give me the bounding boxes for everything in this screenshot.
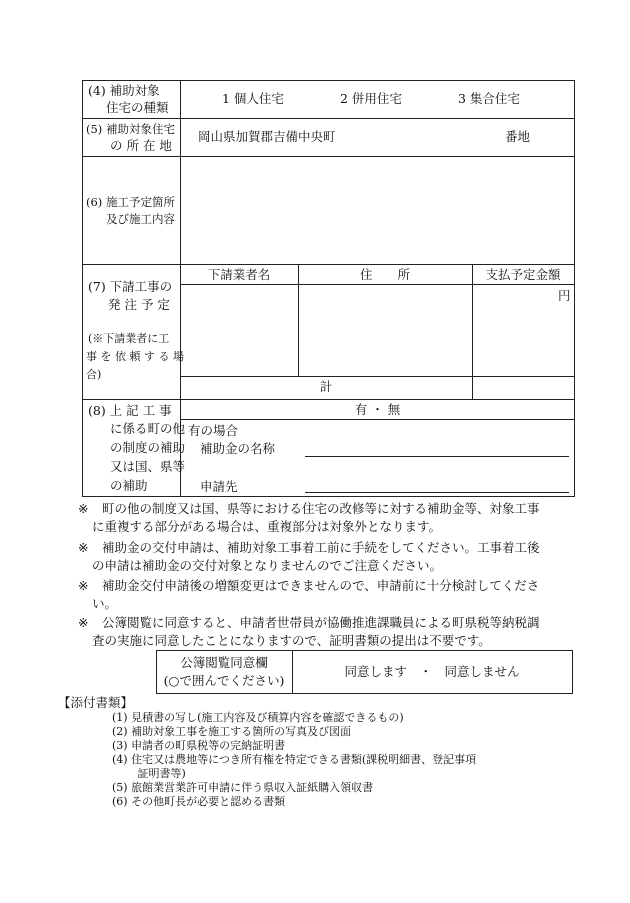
row6-label-line2: 及び施工内容	[106, 212, 175, 226]
note-3-line2: い。	[92, 596, 118, 611]
note-1-line2: に重複する部分がある場合は、重複部分は対象外となります。	[92, 519, 442, 534]
subcontract-col-divider	[472, 264, 473, 399]
row7-note-line3: 合)	[86, 368, 102, 381]
consent-border-bottom	[156, 693, 573, 694]
row8-label-line3: の制度の補助	[110, 440, 186, 455]
address-input-area[interactable]	[340, 124, 500, 150]
header-subcontractor-name: 下請業者名	[207, 267, 271, 282]
attachment-item: (3) 申請者の町県税等の完納証明書	[112, 739, 286, 752]
consent-border-right	[572, 650, 573, 694]
total-label: 計	[319, 379, 333, 394]
row4-label-line2: 住宅の種類	[106, 100, 169, 115]
row-divider	[82, 118, 575, 119]
consent-title: 公簿閲覧同意欄	[180, 655, 268, 670]
row7-note-line1: (※下請業者に工	[88, 332, 170, 345]
table-border-left	[82, 80, 83, 497]
housing-type-option-2[interactable]: 2 併用住宅	[340, 91, 402, 106]
address-banchi: 番地	[505, 129, 531, 144]
note-2-line2: の申請は補助金の交付対象となりませんのでご注意ください。	[92, 558, 443, 573]
row5-label-line2: の 所 在 地	[110, 138, 172, 153]
note-1-line1: 町の他の制度又は国、県等における住宅の改修等に対する補助金等、対象工事	[102, 501, 540, 516]
row5-label-line1: (5) 補助対象住宅	[86, 122, 175, 136]
subsidy-name-label: 補助金の名称	[200, 441, 276, 456]
note-mark: ※	[78, 578, 89, 593]
housing-type-option-1[interactable]: 1 個人住宅	[222, 91, 284, 106]
subsidy-choice-divider	[180, 419, 575, 420]
apply-to-label: 申請先	[200, 479, 238, 494]
row-divider	[82, 156, 575, 157]
row-divider	[82, 264, 575, 265]
row-divider	[82, 399, 575, 400]
subsidy-name-underline[interactable]	[305, 456, 569, 457]
subcontractor-address-input[interactable]	[300, 286, 470, 374]
consent-options[interactable]: 同意します ・ 同意しません	[344, 664, 520, 679]
note-mark: ※	[78, 540, 89, 555]
if-yes-label: 有の場合	[188, 423, 239, 438]
row7-label-line2: 発 注 予 定	[108, 297, 170, 312]
note-mark: ※	[78, 615, 89, 630]
header-payment-amount: 支払予定金額	[485, 267, 561, 282]
row8-label-line4: 又は国、県等	[110, 459, 186, 474]
subcontractor-name-input[interactable]	[182, 286, 296, 374]
row7-note-line2: 事 を 依 頼 す る 場	[86, 350, 184, 363]
row8-label-line2: に係る町の他	[110, 421, 186, 436]
construction-details-area[interactable]	[182, 158, 572, 262]
subsidy-choice[interactable]: 有 ・ 無	[354, 402, 401, 417]
table-border-right	[574, 80, 575, 497]
note-4-line2: 査の実施に同意したことになりますので、証明書類の提出は不要です。	[92, 633, 491, 648]
attachments-heading: 【添付書類】	[58, 695, 134, 710]
attachment-item: 証明書等)	[112, 767, 186, 780]
consent-subtitle: (○で囲んでください)	[163, 673, 285, 688]
note-4-line1: 公簿閲覧に同意すると、申請者世帯員が協働推進課職員による町県税等納税調	[102, 615, 540, 630]
consent-border-top	[156, 650, 573, 651]
attachment-item: (1) 見積書の写し(施工内容及び積算内容を確認できるもの)	[112, 711, 404, 724]
note-2-line1: 補助金の交付申請は、補助対象工事着工前に手続をしてください。工事着工後	[102, 540, 540, 555]
housing-type-option-3[interactable]: 3 集合住宅	[458, 91, 520, 106]
row8-label-line1: (8) 上 記 工 事	[88, 403, 172, 418]
subcontract-total-divider	[180, 376, 575, 377]
note-mark: ※	[78, 501, 89, 516]
attachment-item: (4) 住宅又は農地等につき所有権を特定できる書類(課税明細書、登記事項	[112, 753, 477, 766]
row7-label-line1: (7) 下請工事の	[88, 279, 173, 294]
row4-label-line1: (4) 補助対象	[88, 83, 160, 98]
table-border-bottom	[82, 496, 575, 497]
row8-label-line5: の補助	[110, 478, 148, 493]
header-address: 住 所	[359, 267, 410, 282]
note-3-line1: 補助金交付申請後の増額変更はできませんので、申請前に十分検討してくださ	[102, 578, 540, 593]
subcontract-header-divider	[180, 284, 575, 285]
table-border-top	[82, 80, 575, 81]
attachment-item: (6) その他町長が必要と認める書類	[112, 795, 286, 808]
yen-unit: 円	[558, 288, 571, 303]
attachment-item: (5) 旅館業営業許可申請に伴う県収入証紙購入領収書	[112, 781, 374, 794]
apply-to-underline[interactable]	[305, 492, 569, 493]
row6-label-line1: (6) 施工予定箇所	[86, 195, 175, 209]
payment-amount-input[interactable]	[474, 304, 572, 374]
address-prefix: 岡山県加賀郡吉備中央町	[198, 129, 336, 144]
attachment-item: (2) 補助対象工事を施工する箇所の写真及び図面	[112, 725, 352, 738]
